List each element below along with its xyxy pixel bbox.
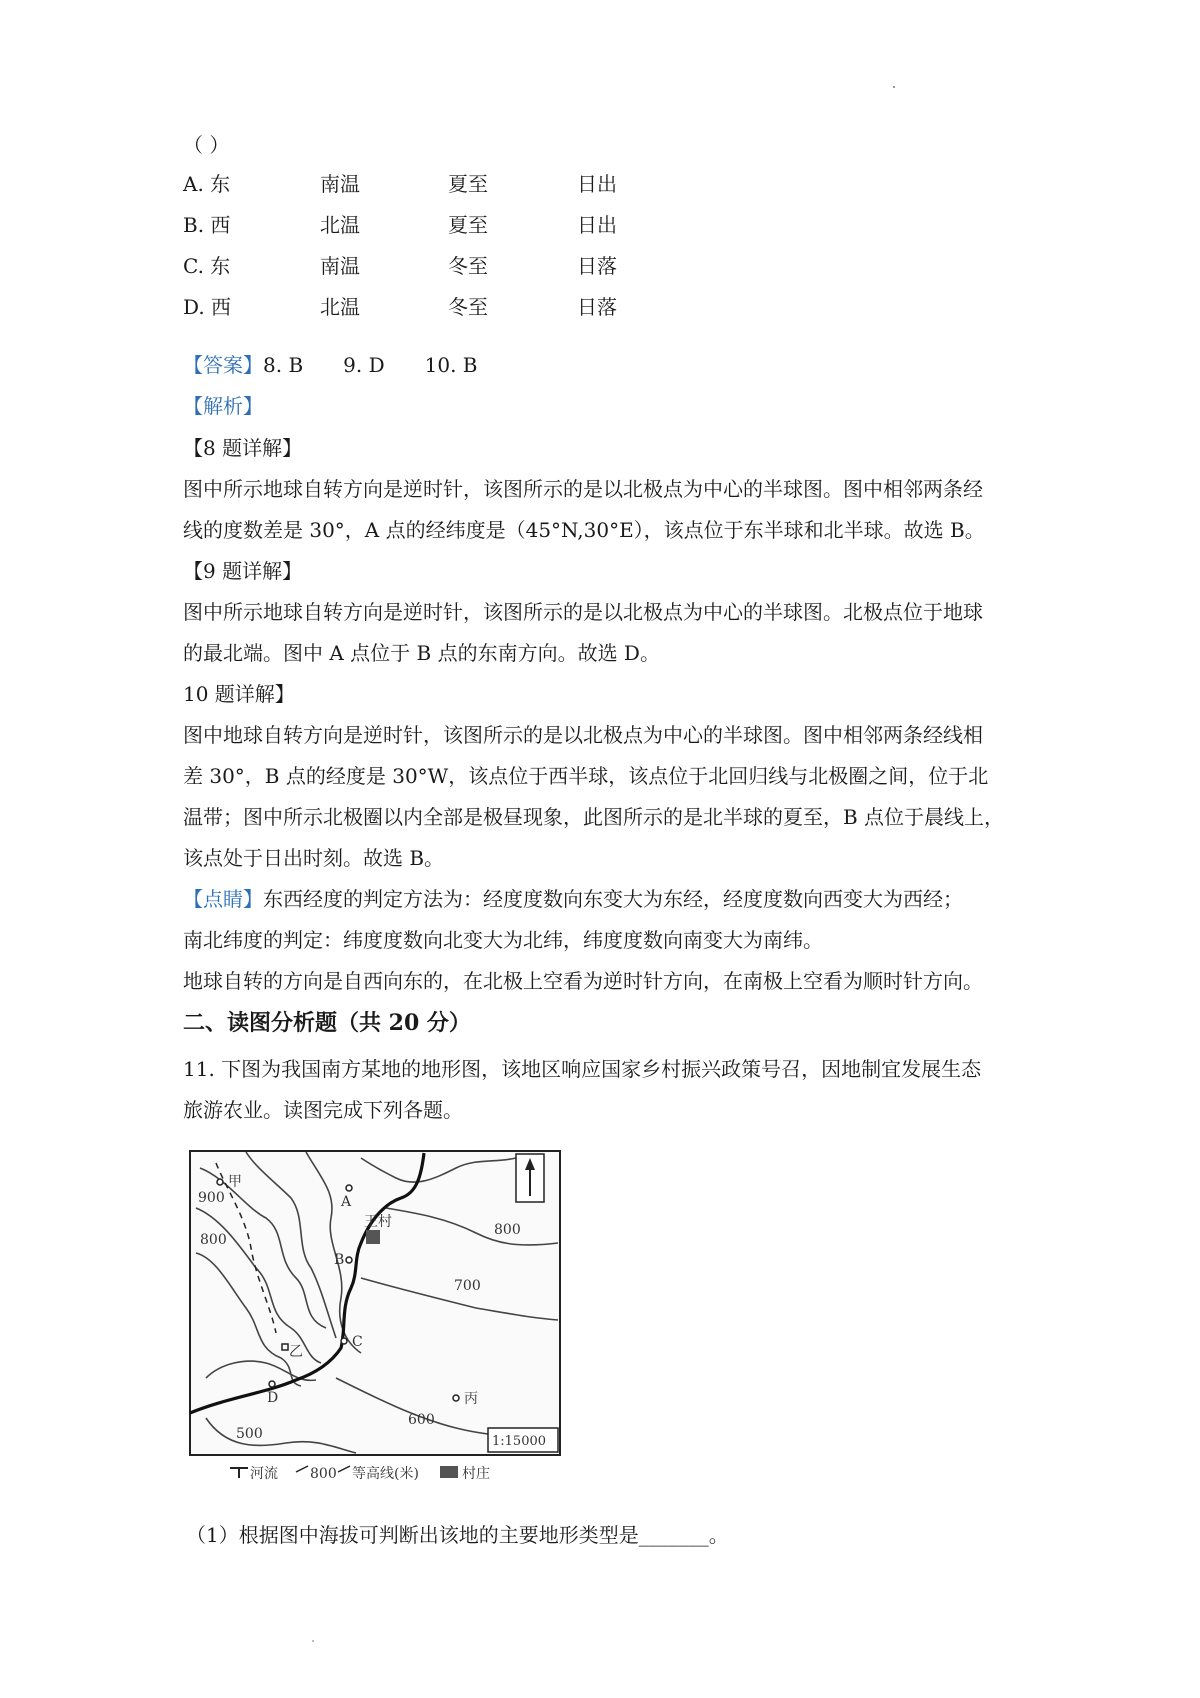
option-time: 日落 (577, 254, 617, 278)
option-zone: 南温 (320, 172, 360, 196)
q10-title: 10 题详解】 (183, 682, 295, 706)
contour-700: 700 (454, 1278, 481, 1294)
option-zone: 北温 (320, 295, 360, 319)
option-time: 日落 (577, 295, 617, 319)
option-season: 冬至 (448, 295, 488, 319)
sub-question-1: （1）根据图中海拔可判断出该地的主要地形类型是_______。 (186, 1523, 729, 1547)
option-time: 日出 (577, 172, 617, 196)
option-label: B. 西 (183, 213, 231, 237)
option-zone: 北温 (320, 213, 360, 237)
north-arrow (516, 1154, 544, 1202)
answer-9: 9. D (343, 353, 385, 377)
option-season: 夏至 (448, 172, 488, 196)
answer-line (183, 350, 478, 380)
answer-8: 8. B (263, 353, 304, 377)
answer-paren: （ ） (183, 133, 230, 157)
label-b: B (334, 1252, 345, 1268)
legend-river: 河流 (250, 1466, 278, 1482)
option-season: 夏至 (448, 213, 488, 237)
analysis-tag: 【解析】 (183, 394, 263, 418)
village-marker (366, 1230, 380, 1244)
tip-tag: 【点睛】 (183, 887, 263, 911)
label-yi: 乙 (289, 1344, 303, 1360)
topographic-map (186, 1148, 574, 1486)
scan-speck (893, 86, 895, 88)
section-heading: 二、读图分析题（共 20 分） (183, 1010, 471, 1036)
label-bing: 丙 (464, 1391, 478, 1407)
option-label: C. 东 (183, 254, 231, 278)
q10-line-1: 图中地球自转方向是逆时针，该图所示的是以北极点为中心的半球图。图中相邻两条经线相 (183, 723, 983, 747)
option-label: D. 西 (183, 295, 232, 319)
option-season: 冬至 (448, 254, 488, 278)
q9-line-1: 图中所示地球自转方向是逆时针，该图所示的是以北极点为中心的半球图。北极点位于地球 (183, 600, 983, 624)
tip-text-1: 东西经度的判定方法为：经度度数向东变大为东经，经度度数向西变大为西经； (263, 887, 963, 911)
map-scale: 1:15000 (492, 1434, 547, 1449)
tip-line-2: 南北纬度的判定：纬度度数向北变大为北纬，纬度度数向南变大为南纬。 (183, 928, 823, 952)
q9-title: 【9 题详解】 (183, 559, 303, 583)
label-village: 王村 (364, 1214, 392, 1230)
q10-line-3: 温带；图中所示北极圈以内全部是极昼现象，此图所示的是北半球的夏至，B 点位于晨线上， (183, 805, 1005, 829)
label-jia: 甲 (228, 1174, 242, 1190)
contour-500: 500 (236, 1426, 263, 1442)
legend-contour: 等高线(米) (352, 1466, 419, 1482)
contour-800-west: 800 (200, 1232, 227, 1248)
answer-tag: 【答案】 (183, 353, 263, 377)
label-d: D (267, 1390, 279, 1406)
legend-village: 村庄 (462, 1466, 490, 1482)
label-a: A (341, 1194, 352, 1210)
q11-line-1: 11. 下图为我国南方某地的地形图，该地区响应国家乡村振兴政策号召，因地制宜发展生态 (183, 1057, 982, 1081)
q8-line-1: 图中所示地球自转方向是逆时针，该图所示的是以北极点为中心的半球图。图中相邻两条经 (183, 477, 983, 501)
q10-line-4: 该点处于日出时刻。故选 B。 (183, 846, 445, 870)
scan-speck (312, 1640, 314, 1642)
q11-line-2: 旅游农业。读图完成下列各题。 (183, 1098, 463, 1122)
map-frame (190, 1151, 560, 1455)
q8-title: 【8 题详解】 (183, 436, 303, 460)
option-time: 日出 (577, 213, 617, 237)
contour-900: 900 (198, 1190, 225, 1206)
map-legend (230, 1465, 490, 1482)
option-label: A. 东 (183, 172, 231, 196)
label-c: C (352, 1334, 363, 1350)
q8-line-2: 线的度数差是 30°，A 点的经纬度是（45°N,30°E），该点位于东半球和北半球。故选 B。 (183, 518, 985, 542)
q9-line-2: 的最北端。图中 A 点位于 B 点的东南方向。故选 D。 (183, 641, 660, 665)
tip-line-1 (183, 884, 963, 914)
legend-contour-value: 800 (310, 1466, 337, 1482)
contour-600: 600 (408, 1412, 435, 1428)
answer-10: 10. B (424, 353, 478, 377)
q10-line-2: 差 30°，B 点的经度是 30°W，该点位于西半球，该点位于北回归线与北极圈之间，位于北 (183, 764, 989, 788)
option-zone: 南温 (320, 254, 360, 278)
tip-line-3: 地球自转的方向是自西向东的，在北极上空看为逆时针方向，在南极上空看为顺时针方向。 (183, 969, 983, 993)
contour-800-east: 800 (494, 1222, 521, 1238)
